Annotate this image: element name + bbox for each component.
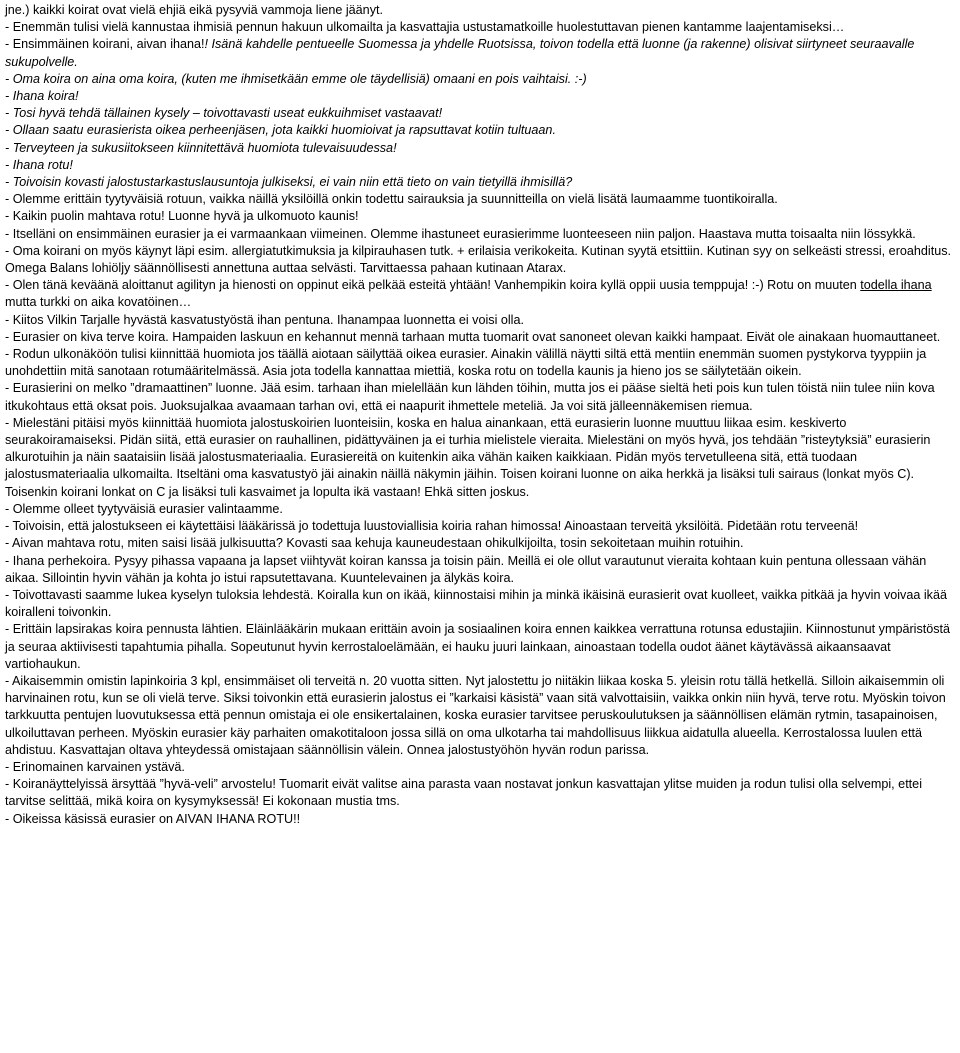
text-paragraph [5,811,955,828]
text-paragraph [5,535,955,552]
text-segment: ! Isänä kahdelle pentueelle Suomessa ja yhdelle Ruotsissa, toivon todella että luonne (ja rakenne) olisivat siirtyneet seuraavalle sukupolvelle. [5,37,915,69]
text-segment: - Toivottavasti saamme lukea kyselyn tuloksia lehdestä. Koiralla kun on ikää, kiinnostaisi mihin ja minkä ikäisinä eurasierit ovat kuolleet, vaikka pitkää ja hyvin voivaa ikää koiralleni toivonkin. [5,587,947,620]
text-segment: - Itselläni on ensimmäinen eurasier ja ei varmaankaan viimeinen. Olemme ihastuneet eurasierimme luonteeseen niin paljon. Haastava mutta toisaalta niin lössykkä. [5,226,916,241]
text-segment: toivottavasti useat eukkuihmiset vastaavat! [199,106,443,121]
text-segment: todella ihana [860,278,932,293]
text-segment: - Eurasier on kiva terve koira. Hampaiden laskuun en kehannut mennä tarhaan mutta tuomarit ovat sanoneet olevan kaikki hampaat. Eivät ole ainakaan huomauttaneet. [5,329,941,344]
text-paragraph [5,157,955,174]
text-segment: - Ollaan saatu eurasierista oikea perheenjäsen, jota kaikki huomioivat ja rapsuttavat kotiin tultuaan. [5,123,556,138]
text-paragraph [5,105,955,122]
text-segment: jne.) kaikki koirat ovat vielä ehjiä eikä pysyviä vammoja liene jäänyt. [5,3,383,17]
text-segment: - Koiranäyttelyissä ärsyttää ”hyvä-veli” arvostelu! Tuomarit eivät valitse aina parasta vaan nostavat jonkun kasvattajan ylitse muiden ja rodun tulisi olla selvempi, ettei tarvitse selittää, mikä koira on kysymyksessä! Ei kokonaan mustia tms. [5,777,922,809]
text-paragraph [5,501,955,518]
text-paragraph [5,191,955,208]
text-paragraph [5,208,955,225]
text-segment: – [192,106,200,121]
text-segment: - Aivan mahtava rotu, miten saisi lisää julkisuutta? Kovasti saa kehuja kauneudestaan ohikulkijoilta, tosin sekoitetaan muihin rotuihin. [5,536,744,551]
text-paragraph [5,88,955,105]
text-paragraph [5,776,955,810]
text-paragraph [5,174,955,191]
text-segment: - Ihana koira! [5,89,79,104]
text-paragraph [5,346,955,380]
text-paragraph [5,380,955,414]
text-segment: - Kaikin puolin mahtava rotu! Luonne hyvä ja ulkomuoto kaunis! [5,209,359,224]
text-segment: - Toivoisin kovasti jalostustarkastuslausuntoja julkiseksi, ei vain niin että tieto on vain tietyillä ihmisillä? [5,175,573,190]
text-segment: - Rodun ulkonäköön tulisi kiinnittää huomiota jos täällä aiotaan säilyttää oikea eurasier. Ainakin välillä näytti siltä että mentiin enemmän suomen pystykorva tyyppiin ja unohdettiin mitä sanotaan rotumääritelmässä. Asia jota todella kannattaa miettiä, koska rotu on todella kaunis ja hieno jos se säilytetään oikein. [5,347,927,379]
text-paragraph [5,673,955,759]
text-paragraph [5,587,955,621]
text-segment: - Tosi hyvä tehdä tällainen kysely [5,106,193,121]
text-paragraph [5,518,955,535]
text-segment: - Ensimmäinen koirani, aivan ihana! [5,37,205,52]
text-paragraph [5,122,955,139]
text-paragraph [5,312,955,329]
text-segment: - Aikaisemmin omistin lapinkoiria 3 kpl, ensimmäiset oli terveitä n. 20 vuotta sitten. Nyt jalostettu jo niitäkin liikaa koska 5. yleisin rotu tällä hetkellä. Silloin aikaisemmin oli harvinainen rotu, kun se oli vielä terve. Siksi toivonkin että eurasierin jalostus ei ”karkaisi käsistä” vaan sitä valvottaisiin, vaikka onkin niin hyvä, terve rotu. Myöskin toivon tarkkuutta pentujen luovutuksessa että pennun omistaja ei ole ensikertalainen, koska eurasier tarvitsee peruskoulutuksen ja säännöllisen elämän rytmin, tasapainoisen, ulkoiluttavan perheen. Myöskin eurasier käy parhaiten omakotitaloon jossa sillä on oma ulkotarha tai mahdollisuus liikkua aidatulla alueella. Kerrostalossa luulen että ahdistuu. Kasvattajan oltava yhteydessä omistajaan säännöllisin välein. Onnea jalostustyöhön hyvän rodun parissa. [5,673,946,757]
text-paragraph [5,19,955,36]
text-segment: - Olemme erittäin tyytyväisiä rotuun, vaikka näillä yksilöillä onkin todettu sairauksia ja suunnitteilla on vielä lisätä laumaamme tuontikoiralla. [5,192,778,207]
text-paragraph [5,277,955,311]
text-paragraph [5,226,955,243]
text-segment: - Ihana perhekoira. Pysyy pihassa vapaana ja lapset viihtyvät koiran kanssa ja toisin päin. Meillä ei ole ollut varautunut vieraita kohtaan kuin pentuna ollessaan vähän aikaa. Sillointin hyvin vähän ja kohta jo istui rapsutettavana. Kuuntelevainen ja älykäs koira. [5,553,927,585]
text-paragraph [5,140,955,157]
text-paragraph [5,553,955,587]
text-paragraph [5,621,955,673]
text-paragraph [5,329,955,346]
text-segment: - Olemme olleet tyytyväisiä eurasier valintaamme. [5,501,283,516]
text-segment: - Oikeissa käsissä eurasier on AIVAN IHANA ROTU!! [5,811,301,826]
text-segment: - Oma koirani on myös käynyt läpi esim. allergiatutkimuksia ja kilpirauhasen tutk. + erilaisia verikokeita. Kutinan syytä etsittiin. Kutinan syy on selkeästi stressi, eroahditus. Omega Balans lohiöljy säännöllisesti annettuna auttaa selvästi. Tarvittaessa pahaan kutinaan Atarax. [5,243,951,276]
text-segment: - Terveyteen ja sukusiitokseen kiinnitettävä huomiota tulevaisuudessa! [5,140,397,155]
text-segment: - Kiitos Vilkin Tarjalle hyvästä kasvatustyöstä ihan pentuna. Ihanampaa luonnetta ei voisi olla. [5,312,524,327]
text-segment: - Eurasierini on melko ”dramaattinen” luonne. Jää esim. tarhaan ihan mielellään kun lähden töihin, mutta jos ei pääse sieltä heti pois kun tulen töistä niin tulee niin kova itkukohtaus että oksat pois. Juoksujalkaa avaamaan tarhan ovi, että ei naapurit ihmettele meteliä. Ja voi sitä jälleennäkemisen riemua. [5,381,935,413]
text-segment: - Enemmän tulisi vielä kannustaa ihmisiä pennun hakuun ulkomailta ja kasvattajia ustustamatkoille huolestuttavan pienen kantamme laajentamiseksi… [5,20,845,35]
text-paragraph [5,71,955,88]
text-segment: mutta turkki on aika kovatöinen… [5,295,192,310]
text-paragraph [5,243,955,277]
text-paragraph [5,759,955,776]
text-paragraph [5,415,955,501]
text-segment: - Erittäin lapsirakas koira pennusta lähtien. Eläinlääkärin mukaan erittäin avoin ja sosiaalinen koira ennen kaikkea verrattuna rotunsa edustajiin. Kiinnostunut ympäristöstä ja seuraa aktiivisesti tapahtumia pihalla. Sopeutunut hyvin kerrostaloelämään, ei hauku juuri lainkaan, ainoastaan todella oudot äänet käytävässä aikaansaavat vartiohaukun. [5,622,951,671]
document-body [5,2,955,828]
text-segment: - Mielestäni pitäisi myös kiinnittää huomiota jalostuskoirien luonteisiin, koska en halua ainankaan, että eurasierin luonne muuttuu liikaa esim. keskiverto seurakoiramaiseksi. Pidän siitä, että eurasier on rauhallinen, pidättyväinen ja ei turhia mielistele vieraita. Mielestäni on myös hyvä, jos tehdään ”risteytyksiä” eurasierin alkurotuihin ja näin saataisiin lisää jalostusmateriaalia. Eurasiereitä on kuitenkin aika vähän kaiken kaikkiaan. Pidän myös tervetulleena sitä, että tuodaan jalostusmateriaalia ulkomailta. Itseltäni oma kasvatustyö jäi ainakin näillä näkymin jäihin. Toisen koirani luonne on aika herkkä ja lisäksi tuli sairaus (lonkat myös C). Toisenkin koirani lonkat on C ja lisäksi tuli kasvaimet ja lopulta ikä vastaan! Ehkä sitten joskus. [5,415,931,499]
text-segment: - Olen tänä keväänä aloittanut agilityn ja hienosti on oppinut eikä pelkää esteitä yhtään! Vanhempikin koira kyllä oppii uusia temppuja! :-) Rotu on muuten [5,278,861,293]
text-segment: - Oma koira on aina oma koira, (kuten me ihmisetkään emme ole täydellisiä) omaani en pois vaihtaisi. :-) [5,71,587,86]
text-paragraph [5,36,955,70]
text-segment: - Toivoisin, että jalostukseen ei käytettäisi lääkärissä jo todettuja luustoviallisia koiria rahan himossa! Ainoastaan terveitä yksilöitä. Pidetään rotu terveenä! [5,519,859,534]
text-paragraph [5,2,955,19]
text-segment: - Ihana rotu! [5,157,73,172]
text-segment: - Erinomainen karvainen ystävä. [5,759,185,774]
